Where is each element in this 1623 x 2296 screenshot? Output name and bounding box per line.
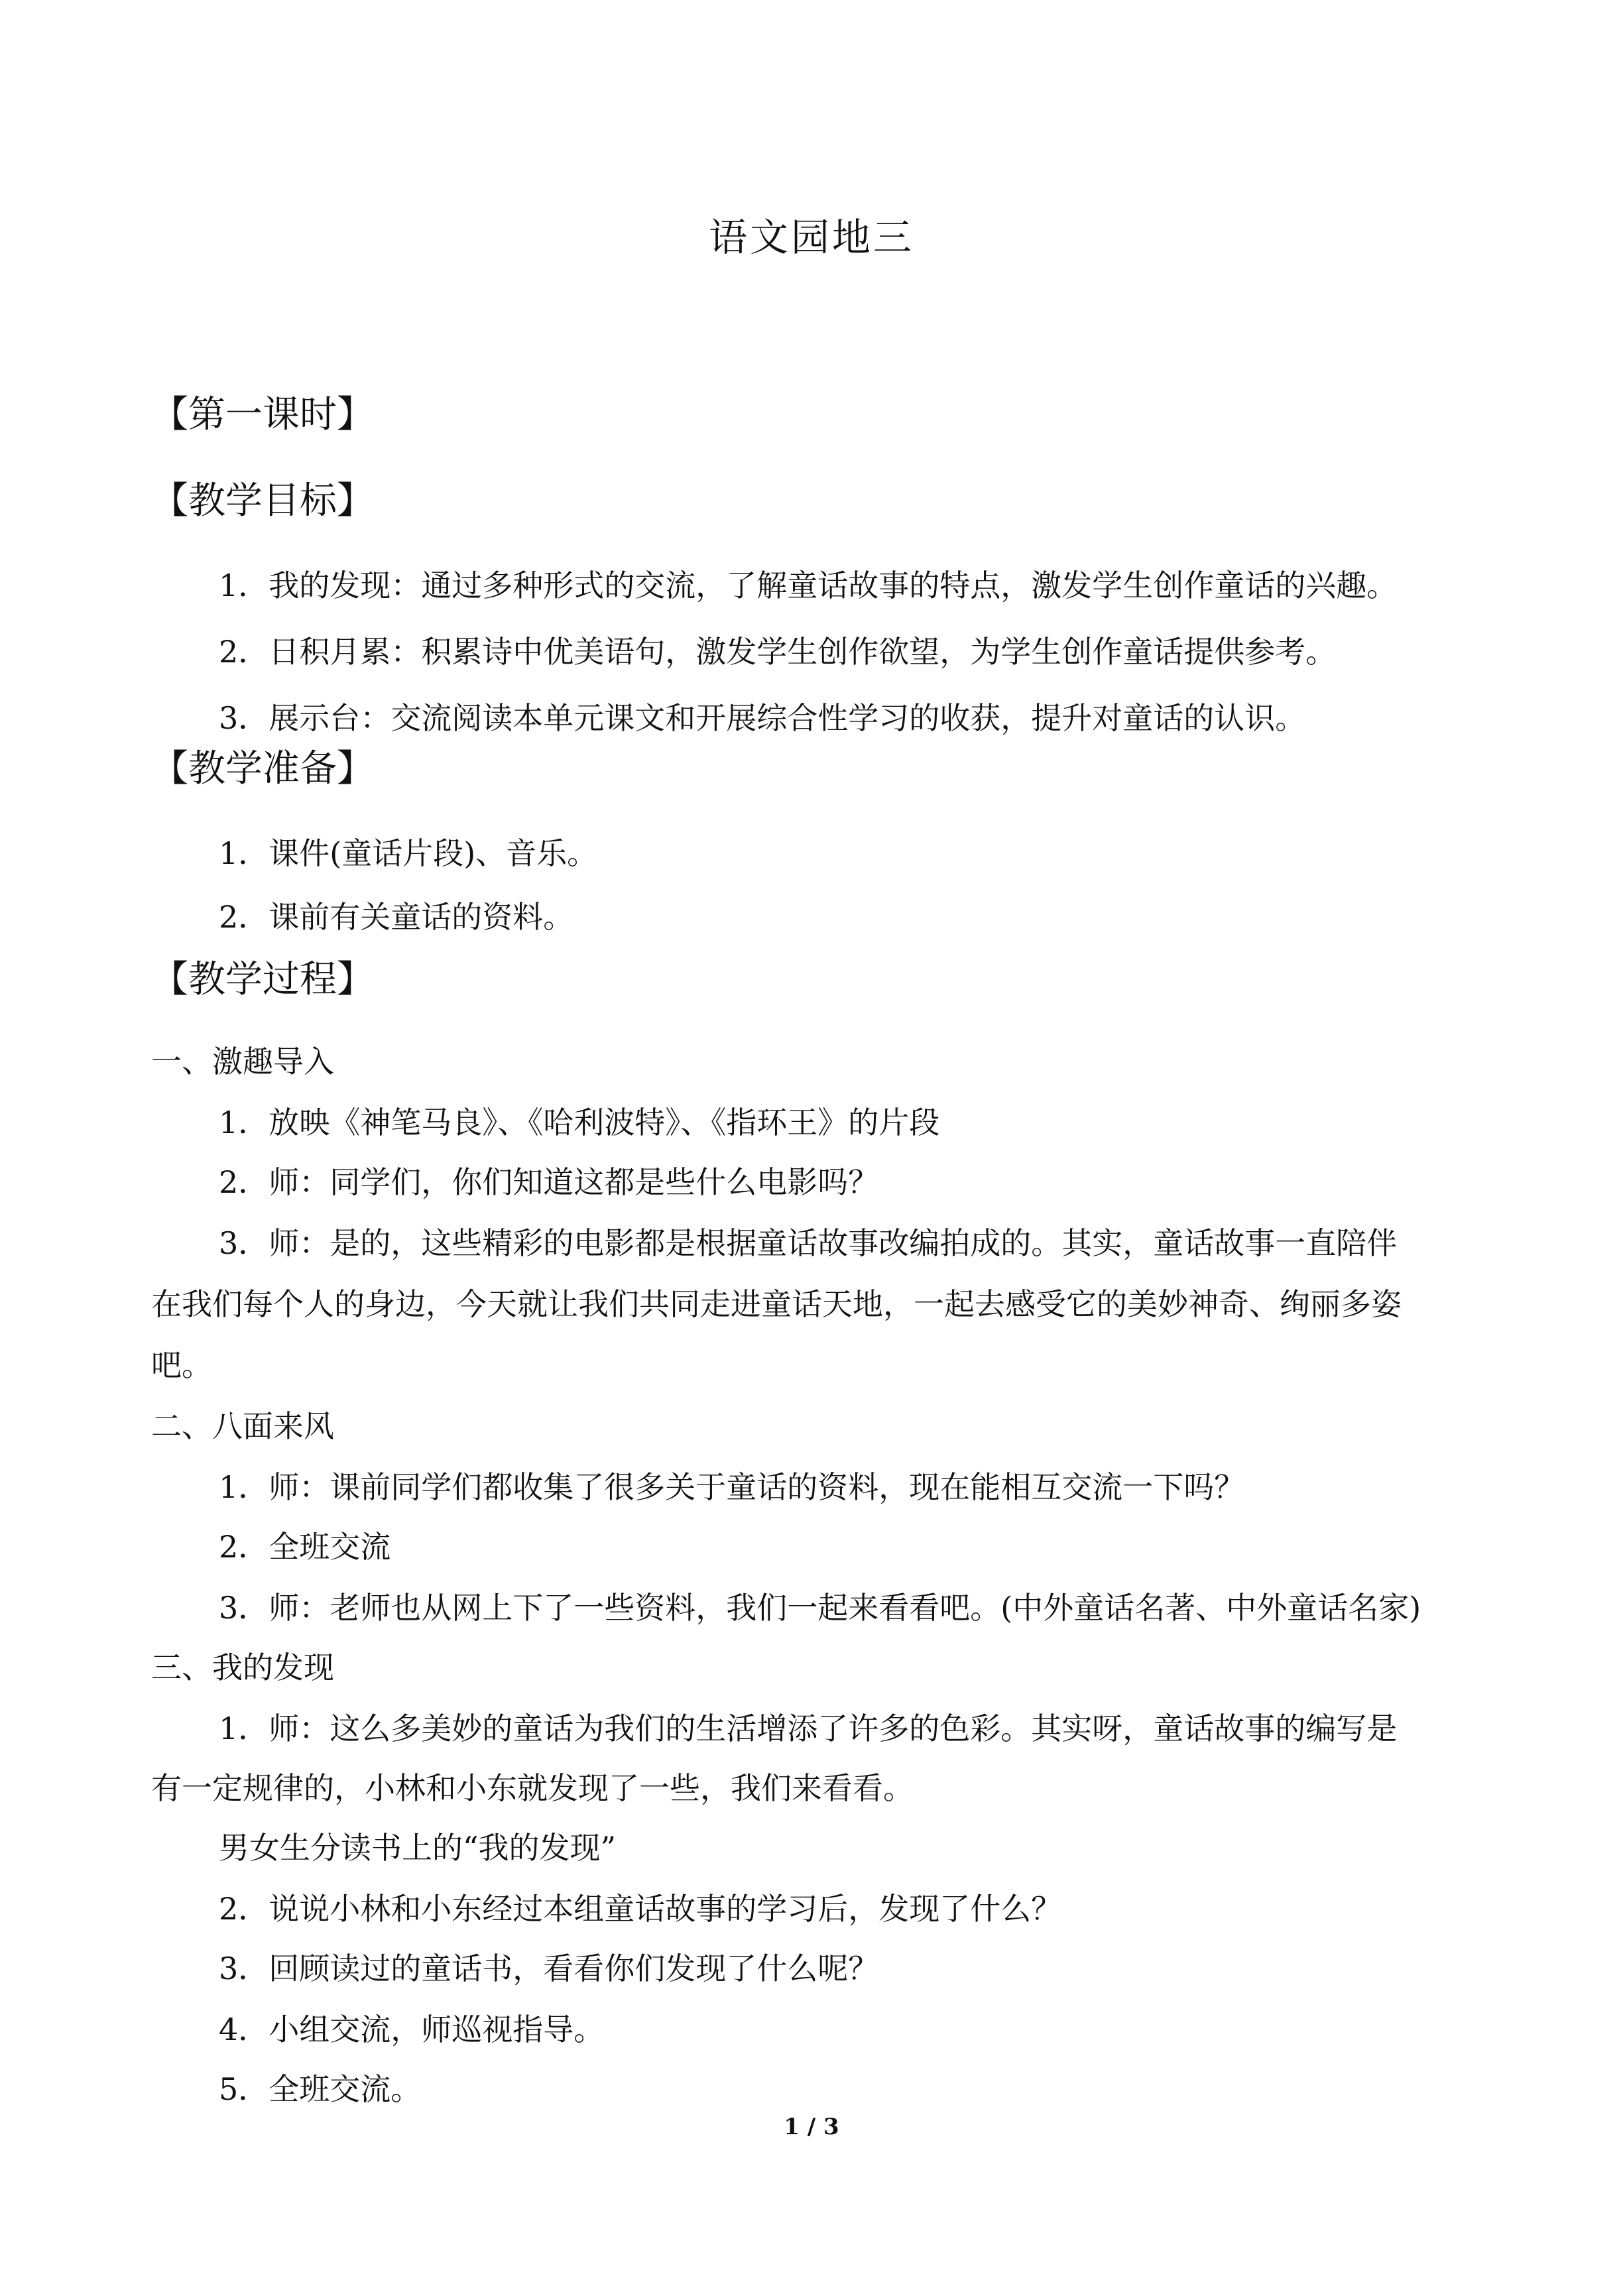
part2-item-1: 1．师：课前同学们都收集了很多关于童话的资料，现在能相互交流一下吗？ (219, 1469, 1245, 1505)
part3-heading: 三、我的发现 (151, 1650, 334, 1685)
part3-note: 男女生分读书上的“我的发现” (219, 1830, 617, 1866)
lesson-heading: 【第一课时】 (151, 393, 374, 436)
part1-item-3-line-1: 3．师：是的，这些精彩的电影都是根据童话故事改编拍成的。其实，童话故事一直陪伴 (219, 1225, 1398, 1261)
part2-item-2: 2．全班交流 (219, 1529, 391, 1565)
part3-item-1-line-1: 1．师：这么多美妙的童话为我们的生活增添了许多的色彩。其实呀，童话故事的编写是 (219, 1711, 1398, 1746)
prep-item-2: 2．课前有关童话的资料。 (219, 899, 574, 935)
document-title: 语文园地三 (708, 215, 914, 260)
part3-item-4: 4．小组交流，师巡视指导。 (219, 2012, 605, 2047)
goal-item-1: 1．我的发现：通过多种形式的交流，了解童话故事的特点，激发学生创作童话的兴趣。 (219, 568, 1398, 603)
goal-item-2: 2．日积月累：积累诗中优美语句，激发学生创作欲望，为学生创作童话提供参考。 (219, 634, 1337, 670)
goal-item-3: 3．展示台：交流阅读本单元课文和开展综合性学习的收获，提升对童话的认识。 (219, 700, 1306, 736)
goals-heading: 【教学目标】 (151, 479, 374, 522)
part3-item-3: 3．回顾读过的童话书，看看你们发现了什么呢？ (219, 1951, 879, 1986)
part1-item-2: 2．师：同学们，你们知道这都是些什么电影吗？ (219, 1164, 879, 1200)
part2-heading: 二、八面来风 (151, 1408, 334, 1444)
page-number: 1 / 3 (784, 2114, 839, 2140)
part3-item-5: 5．全班交流。 (219, 2071, 422, 2107)
prep-heading: 【教学准备】 (151, 747, 374, 790)
part2-item-3: 3．师：老师也从网上下了一些资料，我们一起来看看吧。(中外童话名著、中外童话名家) (219, 1590, 1421, 1626)
process-heading: 【教学过程】 (151, 958, 374, 1001)
part1-heading: 一、激趣导入 (151, 1044, 334, 1079)
part1-item-1: 1．放映《神笔马良》、《哈利波特》、《指环王》的片段 (219, 1105, 940, 1140)
prep-item-1: 1．课件(童话片段)、音乐。 (219, 835, 598, 871)
part1-item-3-line-2: 在我们每个人的身边，今天就让我们共同走进童话天地，一起去感受它的美妙神奇、绚丽多姿 (151, 1286, 1402, 1322)
part3-item-2: 2．说说小林和小东经过本组童话故事的学习后，发现了什么？ (219, 1891, 1062, 1927)
part3-item-1-line-2: 有一定规律的，小林和小东就发现了一些，我们来看看。 (151, 1770, 914, 1806)
part1-item-3-line-3: 吧。 (151, 1347, 212, 1383)
